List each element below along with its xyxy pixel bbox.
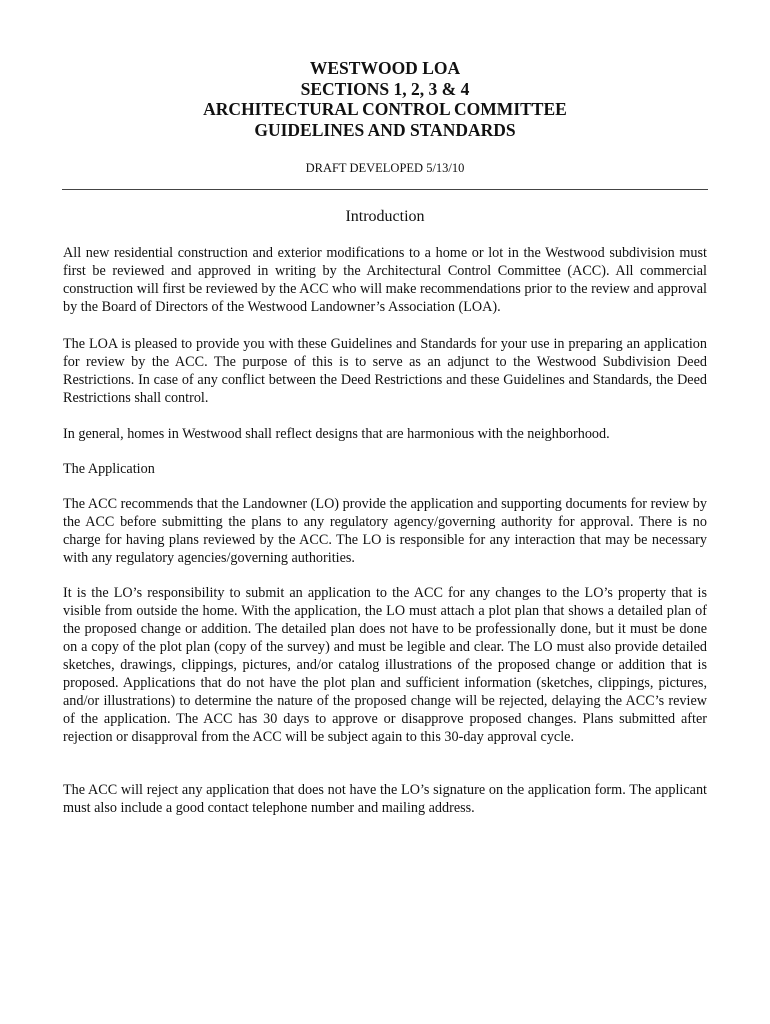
title-line-sections: SECTIONS 1, 2, 3 & 4 [300, 78, 470, 99]
draft-note: DRAFT DEVELOPED 5/13/10 [305, 161, 465, 175]
intro-paragraph-review: All new residential construction and exterior modifications to a home or lot in the Westwood subdivision must first be reviewed and approved in writing by the Architectural Control Committee (ACC). All commercial construction will first be reviewed by the ACC who will make recommendations prior to the review and approval by the Board of Directors of the Westwood Landowner’s Association (LOA). [63, 245, 707, 315]
introduction-heading: Introduction [345, 208, 425, 225]
title-line-committee: ARCHITECTURAL CONTROL COMMITTEE [203, 99, 567, 119]
document-title [0, 58, 770, 140]
title-line-association: WESTWOOD LOA [309, 58, 461, 78]
header-divider [62, 189, 708, 190]
application-paragraph-recommend: The ACC recommends that the Landowner (LO) provide the application and supporting documents for review by the ACC before submitting the plans to any regulatory agency/governing authority for approval. There is no charge for having plans reviewed by the ACC. The LO is responsible for any interaction that may be necessary with any regulatory agencies/governing authorities. [63, 496, 707, 566]
title-line-guidelines: GUIDELINES AND STANDARDS [254, 119, 516, 140]
application-heading: The Application [63, 461, 155, 477]
intro-paragraph-purpose: The LOA is pleased to provide you with these Guidelines and Standards for your use in preparing an application for review by the ACC. The purpose of this is to serve as an adjunct to the Westwood Subdivision Deed Restrictions. In case of any conflict between the Deed Restrictions and these Guidelines and Standards, the Deed Restrictions shall control. [63, 336, 707, 406]
application-paragraph-responsibility: It is the LO’s responsibility to submit an application to the ACC for any changes to the LO’s property that is visible from outside the home. With the application, the LO must attach a plot plan that shows a detailed plan of the proposed change or addition. The detailed plan does not have to be professionally done, but it must be done on a copy of the plot plan (copy of the survey) and must be legible and clear. The LO must also provide detailed sketches, drawings, clippings, pictures, and/or catalog illustrations of the proposed change or addition that is proposed. Applications that do not have the plot plan and sufficient information (sketches, clippings, pictures, and/or illustrations) to determine the nature of the proposed change will be rejected, delaying the ACC’s review of the application. The ACC has 30 days to approve or disapprove proposed changes. Plans submitted after rejection or disapproval from the ACC will be subject again to this 30-day approval cycle. [63, 585, 707, 745]
intro-paragraph-harmony: In general, homes in Westwood shall reflect designs that are harmonious with the neighborhood. [63, 426, 610, 442]
application-paragraph-signature: The ACC will reject any application that does not have the LO’s signature on the application form. The applicant must also include a good contact telephone number and mailing address. [63, 782, 707, 816]
